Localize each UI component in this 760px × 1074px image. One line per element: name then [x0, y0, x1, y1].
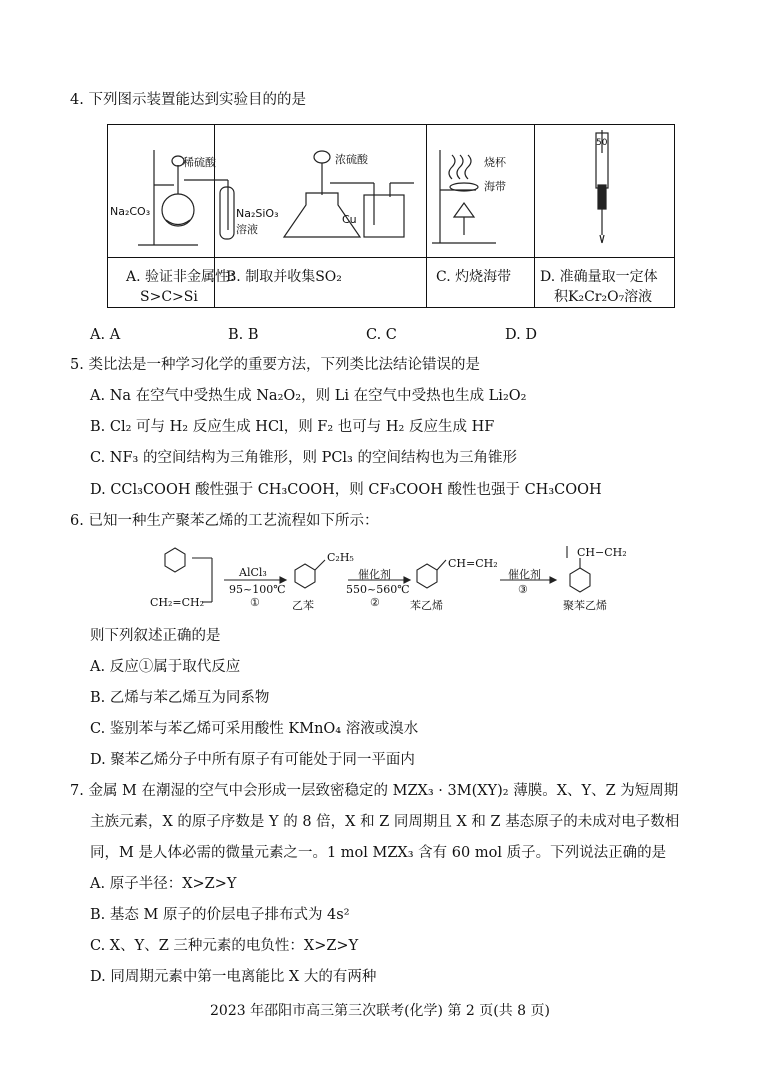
flow-product2-name: 苯乙烯	[410, 599, 443, 612]
q6-option-a: A. 反应①属于取代反应	[90, 659, 241, 675]
label-solution: 溶液	[236, 223, 258, 236]
flow-step1-temp: 95~100℃	[229, 583, 286, 596]
label-cu: Cu	[342, 213, 357, 226]
page-footer: 2023 年邵阳市高三第三次联考(化学) 第 2 页(共 8 页)	[210, 1003, 550, 1019]
flow-step2-num: ②	[370, 596, 380, 609]
caption-c: C. 灼烧海带	[436, 269, 512, 285]
label-kelp: 海带	[484, 180, 506, 193]
apparatus-c-diagram	[426, 125, 534, 257]
caption-a-line1: A. 验证非金属性：	[126, 269, 244, 285]
q6-option-c: C. 鉴别苯与苯乙烯可采用酸性 KMnO₄ 溶液或溴水	[90, 721, 419, 737]
q5-option-a: A. Na 在空气中受热生成 Na₂O₂，则 Li 在空气中受热也生成 Li₂O₂	[90, 388, 527, 404]
q5-option-d: D. CCl₃COOH 酸性强于 CH₃COOH，则 CF₃COOH 酸性也强于 CH₃COOH	[90, 482, 602, 498]
q5-option-b: B. Cl₂ 可与 H₂ 反应生成 HCl，则 F₂ 也可与 H₂ 反应生成 HF	[90, 419, 495, 435]
label-beaker: 烧杯	[484, 156, 506, 169]
q7-option-a: A. 原子半径：X>Z>Y	[90, 876, 237, 892]
caption-d-line1: D. 准确量取一定体	[540, 269, 658, 285]
q6-option-d: D. 聚苯乙烯分子中所有原子有可能处于同一平面内	[90, 752, 415, 768]
label-na2co3: Na₂CO₃	[110, 205, 151, 218]
q7-option-b: B. 基态 M 原子的价层电子排布式为 4s²	[90, 907, 350, 923]
q6-option-b: B. 乙烯与苯乙烯互为同系物	[90, 690, 270, 706]
flow-step2-temp: 550~560℃	[346, 583, 410, 596]
flow-step1-catalyst: AlCl₃	[239, 566, 267, 579]
q7-stem-line1: 7. 金属 M 在潮湿的空气中会形成一层致密稳定的 MZX₃ · 3M(XY)₂ 薄膜。X、Y、Z 为短周期	[70, 783, 679, 799]
q6-stem: 6. 已知一种生产聚苯乙烯的工艺流程如下所示：	[70, 513, 379, 529]
q7-option-c: C. X、Y、Z 三种元素的电负性：X>Z>Y	[90, 938, 359, 954]
caption-d-line2: 积K₂Cr₂O₇溶液	[554, 289, 653, 305]
flow-product3-group: CH−CH₂	[577, 546, 627, 559]
caption-b: B. 制取并收集SO₂	[226, 269, 342, 285]
q4-option-c: C. C	[366, 327, 397, 343]
caption-a-line2: S>C>Si	[140, 289, 198, 305]
label-burette-mark: 50	[596, 138, 608, 148]
apparatus-b-diagram	[214, 125, 426, 257]
q4-option-b: B. B	[228, 327, 259, 343]
q4-option-a: A. A	[90, 327, 121, 343]
flow-step3-num: ③	[518, 583, 528, 596]
q5-option-c: C. NF₃ 的空间结构为三角锥形，则 PCl₃ 的空间结构也为三角锥形	[90, 450, 517, 466]
flow-product2-group: CH=CH₂	[448, 557, 498, 570]
flow-reactant-ethylene: CH₂=CH₂	[150, 596, 205, 609]
flow-product1-group: C₂H₅	[327, 551, 354, 564]
label-na2sio3: Na₂SiO₃	[236, 207, 279, 220]
flow-product3-name: 聚苯乙烯	[563, 599, 607, 612]
q7-option-d: D. 同周期元素中第一电离能比 X 大的有两种	[90, 969, 377, 985]
label-dilute-sulfuric-acid: 稀硫酸	[183, 156, 216, 169]
flow-product1-name: 乙苯	[292, 599, 314, 612]
q7-stem-line3: 同，M 是人体必需的微量元素之一。1 mol MZX₃ 含有 60 mol 质子。下列说法正确的是	[90, 845, 667, 861]
label-conc-sulfuric-acid: 浓硫酸	[335, 153, 368, 166]
q4-stem: 4. 下列图示装置能达到实验目的的是	[70, 92, 306, 108]
flow-step2-catalyst: 催化剂	[358, 568, 391, 581]
q4-option-d: D. D	[505, 327, 537, 343]
flow-step3-catalyst: 催化剂	[508, 568, 541, 581]
q7-stem-line2: 主族元素，X 的原子序数是 Y 的 8 倍，X 和 Z 同周期且 X 和 Z 基态原子的未成对电子数相	[90, 814, 680, 830]
flow-step1-num: ①	[250, 596, 260, 609]
q4-apparatus-table	[107, 124, 675, 308]
q5-stem: 5. 类比法是一种学习化学的重要方法，下列类比法结论错误的是	[70, 357, 480, 373]
q6-intro: 则下列叙述正确的是	[90, 628, 221, 644]
